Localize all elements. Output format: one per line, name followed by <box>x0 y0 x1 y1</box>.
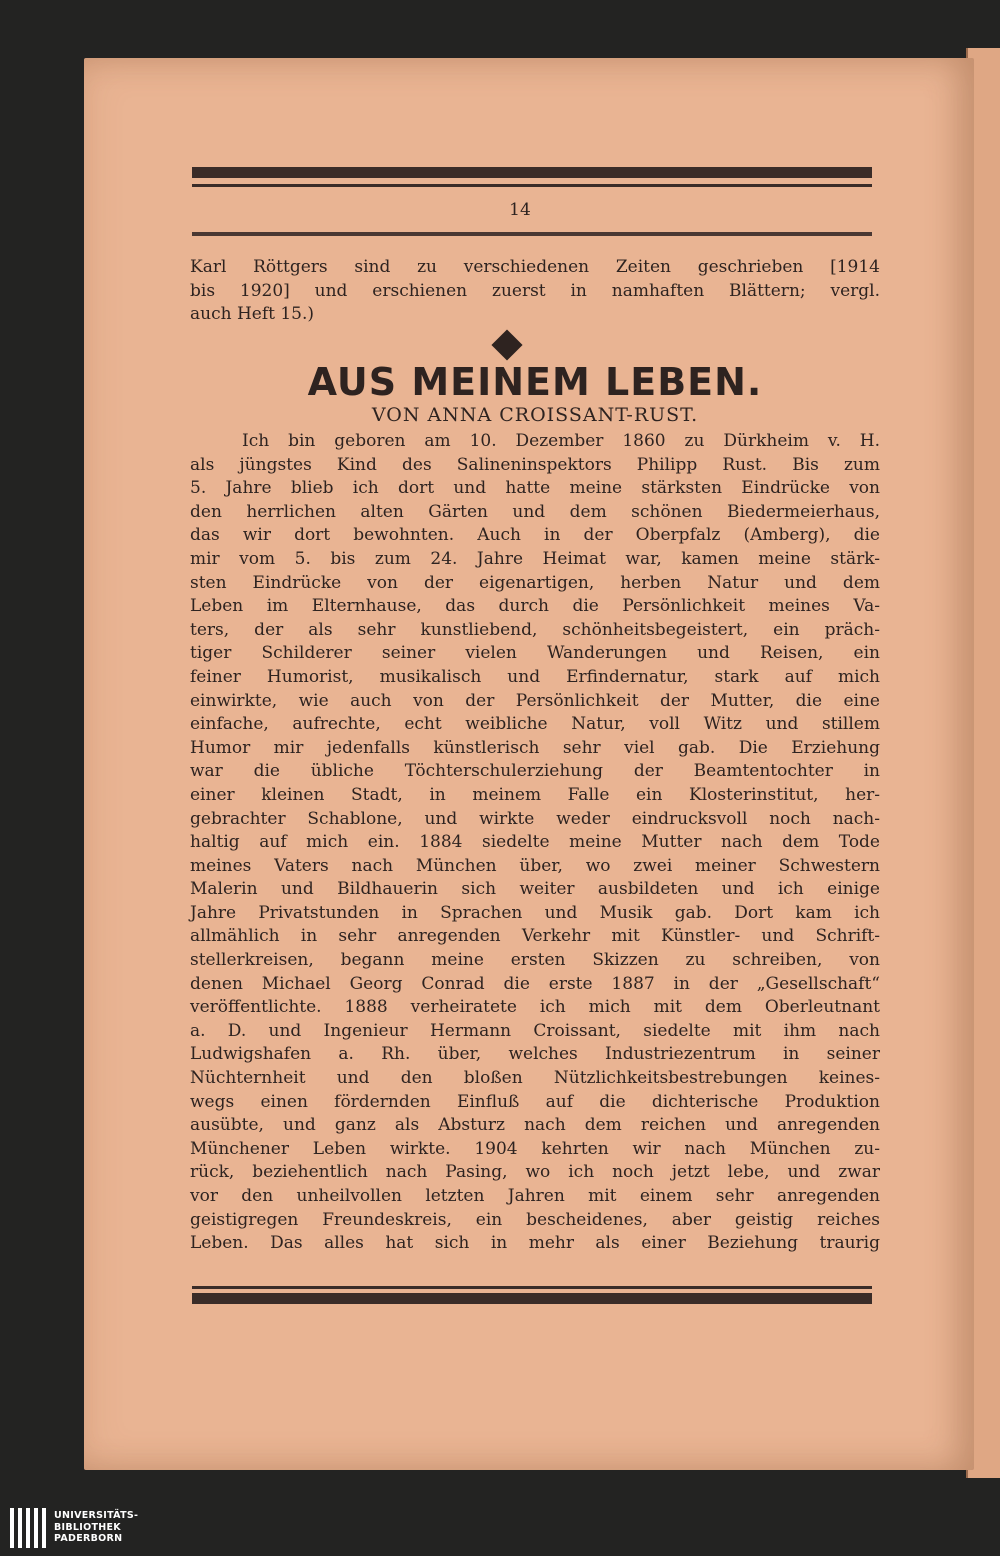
text-line: feiner Humorist, musikalisch und Erfindernatur, stark auf mich <box>190 666 880 687</box>
text-line: stellerkreisen, begann meine ersten Skizzen zu schreiben, von <box>190 950 880 971</box>
library-logo-text <box>54 1510 138 1545</box>
page-number-rule <box>192 232 872 236</box>
article-title: AUS MEINEM LEBEN. <box>307 360 763 404</box>
text-line: ters, der als sehr kunstliebend, schönheitsbegeistert, ein präch- <box>190 619 880 640</box>
text-line: tiger Schilderer seiner vielen Wanderungen und Reisen, ein <box>190 643 880 664</box>
text-line: war die übliche Töchterschulerziehung der Beamtentochter in <box>190 761 880 782</box>
text-line: das wir dort bewohnten. Auch in der Oberpfalz (Amberg), die <box>190 525 880 546</box>
text-line: Ich bin geboren am 10. Dezember 1860 zu Dürkheim v. H. <box>242 431 880 451</box>
text-line: a. D. und Ingenieur Hermann Croissant, siedelte mit ihm nach <box>190 1020 880 1041</box>
text-line: Malerin und Bildhauerin sich weiter ausbildeten und ich einige <box>190 879 880 900</box>
library-logo-line3: PADERBORN <box>54 1533 123 1544</box>
text-line: rück, beziehentlich nach Pasing, wo ich noch jetzt lebe, und zwar <box>190 1162 880 1183</box>
page-number: 14 <box>509 200 531 220</box>
text-line: Jahre Privatstunden in Sprachen und Musik gab. Dort kam ich <box>190 902 880 923</box>
header-rule-thick <box>192 167 872 178</box>
text-line: gebrachter Schablone, und wirkte weder eindrucksvoll noch nach- <box>190 808 880 829</box>
header-rule-thin <box>192 184 872 187</box>
text-line: veröffentlichte. 1888 verheiratete ich mich mit dem Oberleutnant <box>190 997 880 1018</box>
text-line: vor den unheilvollen letzten Jahren mit einem sehr anregenden <box>190 1186 880 1206</box>
text-line: Ludwigshafen a. Rh. über, welches Industriezentrum in seiner <box>190 1044 880 1065</box>
text-line: denen Michael Georg Conrad die erste 1887 in der „Gesellschaft“ <box>190 973 880 994</box>
text-line: Leben im Elternhause, das durch die Persönlichkeit meines Va- <box>190 596 880 617</box>
intro-paragraph <box>190 256 880 327</box>
text-line: einfache, aufrechte, echt weibliche Natur, voll Witz und stillem <box>190 714 880 735</box>
text-line: allmählich in sehr anregenden Verkehr mit Künstler- und Schrift- <box>190 926 880 947</box>
text-line: Münchener Leben wirkte. 1904 kehrten wir nach München zu- <box>190 1138 880 1159</box>
text-line: Nüchternheit und den bloßen Nützlichkeitsbestrebungen keines- <box>190 1068 880 1089</box>
text-line: sten Eindrücke von der eigenartigen, herben Natur und dem <box>190 572 880 593</box>
text-line: als jüngstes Kind des Salineninspektors Philipp Rust. Bis zum <box>190 454 880 475</box>
library-logo-line2: BIBLIOTHEK <box>54 1521 121 1533</box>
text-line: Karl Röttgers sind zu verschiedenen Zeiten geschrieben [1914 <box>190 257 880 277</box>
text-line: geistigregen Freundeskreis, ein bescheidenes, aber geistig reiches <box>190 1209 880 1230</box>
text-line: Leben. Das alles hat sich in mehr als einer Beziehung traurig <box>190 1233 880 1254</box>
library-logo-bars-icon <box>10 1508 50 1548</box>
text-line: einwirkte, wie auch von der Persönlichkeit der Mutter, die eine <box>190 690 880 711</box>
text-line: bis 1920] und erschienen zuerst in namhaften Blättern; vergl. <box>190 280 880 301</box>
text-line: einer kleinen Stadt, in meinem Falle ein Klosterinstitut, her- <box>190 784 880 805</box>
text-line: haltig auf mich ein. 1884 siedelte meine Mutter nach dem Tode <box>190 832 880 853</box>
text-line: ausübte, und ganz als Absturz nach dem reichen und anregenden <box>190 1115 880 1136</box>
footer-rule-thick <box>192 1293 872 1304</box>
text-line: wegs einen fördernden Einfluß auf die dichterische Produktion <box>190 1091 880 1112</box>
text-line: mir vom 5. bis zum 24. Jahre Heimat war, kamen meine stärk- <box>190 548 880 569</box>
text-line: Humor mir jedenfalls künstlerisch sehr viel gab. Die Erziehung <box>190 737 880 758</box>
library-logo <box>10 1508 210 1548</box>
article-author: VON ANNA CROISSANT-RUST. <box>371 404 699 426</box>
text-line: den herrlichen alten Gärten und dem schönen Biedermeierhaus, <box>190 501 880 522</box>
body-paragraph <box>190 430 880 1256</box>
text-line: meines Vaters nach München über, wo zwei meiner Schwestern <box>190 855 880 876</box>
text-line: 5. Jahre blieb ich dort und hatte meine stärksten Eindrücke von <box>190 478 880 499</box>
footer-rule-thin <box>192 1286 872 1289</box>
text-line: auch Heft 15.) <box>190 304 315 325</box>
library-logo-line1: UNIVERSITÄTS- <box>54 1510 139 1521</box>
